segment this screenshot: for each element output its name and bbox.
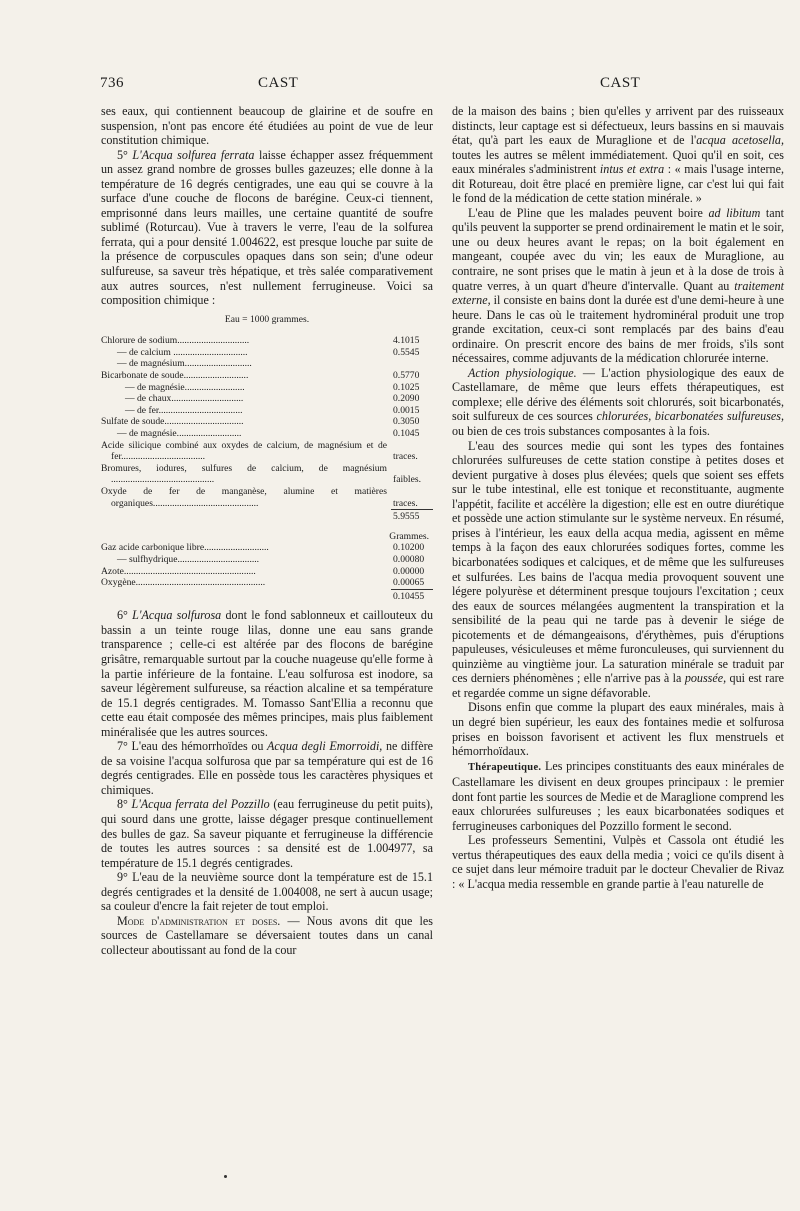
paragraph: Disons enfin que comme la plupart des eaux minérales, mais à un degré bien supérieur, les eaux des fontaines medie et solfurosa prises en boisson favorisent et activent les flux menstruels et hémorrhoïdaux.: [452, 700, 784, 759]
row-label: — de chaux..............................: [125, 393, 244, 405]
row-value: 0.5545: [393, 346, 420, 358]
table-row: [101, 486, 433, 509]
table-row: [101, 554, 433, 566]
row-value: 0.2090: [393, 393, 420, 405]
section-heading: Mode d'administration et doses.: [117, 913, 281, 928]
paragraph: 5° L'Acqua solfurea ferrata laisse échapper assez fréquemment un assez grand nombre de grosses bulles gazeuzes; elle donne à la température de 16 degrés centigrades, une eau qui se couvre à la surface d'une couche de flocons de barégine. Ceux-ci tiennent, emprisonné dans leurs mailles, une certaine quantité de soufre sublimé (Roturcau). Vue à travers le verre, l'eau de la solfurea ferrata, qui a pour densité 1.004622, est presque louche par suite de la présence de corpuscules opaques dans son sein; d'une odeur sulfureuse, sa saveur très hépatique, et très salée comparativement aux autres sources, n'est nullement ferrugineuse. Voici sa composition chimique :: [101, 147, 433, 308]
source-name: L'Acqua solfurosa: [132, 608, 222, 623]
row-label: Bromures, iodures, sulfures de calcium, de magnésium ...........................................: [101, 462, 387, 486]
paragraph: de la maison des bains ; bien qu'elles y arrivent par des ruisseaux distincts, leur captage est si défectueux, leurs bassins en si mauvais état, qu'à part les eaux de Muraglione et de l'acqua acetosella, toutes les autres se mêlent immédiatement. Quoi qu'il en soit, ces eaux minérales s'administrent intus et extra : « mais l'usage interne, dit Rotureau, doit être placé en première ligne, car c'est lui qui fait le fond de la médication de cette station minérale. »: [452, 104, 784, 206]
table-unit: Grammes.: [389, 530, 429, 542]
paragraph: ses eaux, qui contiennent beaucoup de glairine et de soufre en suspension, n'ont pas encore été étudiées au point de vue de leur constitution chimique.: [101, 104, 433, 148]
row-value: 0.3050: [393, 416, 420, 428]
row-label: — de magnésie.........................: [125, 381, 245, 393]
gas-table-total: 0.10455: [101, 589, 433, 603]
row-label: Oxyde de fer de manganèse, alumine et matières organiques............................................: [101, 485, 387, 509]
table-total: 5.9555: [101, 509, 433, 523]
row-label: Sulfate de soude.................................: [101, 416, 244, 428]
running-head-right: CAST: [600, 75, 641, 91]
row-value: traces.: [393, 451, 418, 463]
row-value: 0.1045: [393, 428, 420, 439]
paragraph: Action physiologique. — L'action physiologique des eaux de Castellamare, de même que leurs effets thérapeutiques, est complexe; elle dérive des éléments soit chlorurés, soit bicarbonatés, soit sulfureux de ces sources chlorurées, bicarbonatées sulfureuses, ou bien de ces trois substances composantes à la fois.: [452, 365, 784, 439]
table-body: [101, 335, 433, 509]
ink-dot: [224, 1175, 227, 1178]
section-heading: Action physiologique.: [468, 365, 577, 380]
row-value: 0.00000: [393, 565, 425, 577]
table-row: [101, 440, 433, 463]
row-value: 0.0015: [393, 404, 420, 416]
page-number: 736: [100, 75, 124, 91]
row-label: — de calcium ...............................: [117, 346, 248, 358]
row-label: Acide silicique combiné aux oxydes de calcium, de magnésium et de fer...................................: [101, 439, 387, 463]
table-row: [101, 577, 433, 589]
row-value: 4.1015: [393, 335, 420, 347]
left-column: [101, 104, 433, 957]
row-value: 0.5770: [393, 370, 420, 382]
row-label: Oxygène......................................................: [101, 577, 266, 589]
source-name: Acqua degli Emorroidi,: [267, 739, 383, 754]
section-heading: Thérapeutique.: [468, 761, 542, 773]
paragraph: L'eau de Pline que les malades peuvent boire ad libitum tant qu'ils peuvent la supporter se prend ordinairement le matin et le soir, une ou deux heures avant le repas; on la boit également en mangeant, coupée avec du vin; les eaux de Muraglione, au contraire, ne sont prises que le matin à jeun et à la dose de trois à quatre verres, à un quart d'heure d'intervalle. Quant au traitement externe, il consiste en bains dont la durée est d'une demi-heure à une heure. Dans le cas où le traitement hydrominéral produit une trop grande excitation, ceux-ci sont remplacés par des bains d'eau ordinaire. On prescrit encore des bains de mer froids, s'ils sont nécessaires, comme adjuvants de la médication chlorurée interne.: [452, 205, 785, 366]
paragraph: Thérapeutique. Les principes constituants des eaux minérales de Castellamare les divisent en deux groupes principaux : le premier dont font partie les sources de Medie et de Maraglione comprend les eaux chlorurées sulfureuses ; les eaux bicarbonatées sodiques et ferrugineuses carboniques del Pozzillo forment le second.: [452, 758, 784, 833]
row-value: faibles.: [393, 474, 421, 486]
paragraph: 7° L'eau des hémorrhoïdes ou Acqua degli Emorroidi, ne diffère de sa voisine l'acqua solfurosa que par sa température qui est de 16 degrés centigrades. Elle en possède tous les caractères physiques et chimiques.: [101, 739, 433, 797]
table-row: [101, 428, 433, 440]
row-label: — de magnésie...........................: [117, 428, 242, 439]
composition-table: [101, 314, 433, 603]
right-column: [452, 104, 784, 892]
paragraph: 6° L'Acqua solfurosa dont le fond sablonneux et caillouteux du bassin a un teinte rouge lilas, donne une eau sans grande transparence ; celle-ci est altérée par des flocons de barégine grisâtre, remarquable surtout par la couche nuageuse qu'elle forme à la partie inférieure de la fontaine. L'eau solfurosa est inodore, sa saveur légèrement sulfureuse, sa réaction alcaline et sa température de 15.1 degrés centigrades. M. Tomasso Sant'Ellia a reconnu que cette eau était composée des mêmes principes, mais plus faiblement minéralisée que les autres sources.: [101, 608, 434, 739]
paragraph: L'eau des sources medie qui sont les types des fontaines chlorurées sulfureuses de cette station constipe à petites doses et devient purgative à doses plus élevées; quels que soient ses effets sur le tube intestinal, elle est tonique et reconstituante, augmente l'appétit, facilite et accélère la digestion; elle est en outre diurétique et possède une action stimulante sur le système nerveux. En résumé, prises à l'intérieur, les eaux della acqua media, agissent en même temps à la façon des eaux chlorurées sodiques fortes, comme les bicarbonatées sodiques et calciques, et de même que les sulfureuses et sulfurées. Les bains de l'acqua media provoquent souvent une légere polyurèse et déterminent presque toujours l'excitation ; ceux des eaux de sources mélangées augmentent la transpiration et la sensibilité de la peau qui ne tarde pas à devenir le siége de picotements et de démangeaisons, d'érythèmes, puis d'éruptions papuleuses, vésiculeuses et même furonculeuses, qui surviennent du quinzième au vingtième jour. La saturation minérale se traduit par ces derniers phénomènes ; elle n'arrive pas à la poussée, qui est rare et regardée comme un signe défavorable.: [452, 438, 784, 700]
row-label: Gaz acide carbonique libre...........................: [101, 542, 269, 554]
source-name: L'Acqua ferrata del Pozzillo: [131, 797, 270, 812]
source-name: L'Acqua solfurea ferrata: [132, 147, 255, 162]
paragraph: 8° L'Acqua ferrata del Pozzillo (eau ferrugineuse du petit puits), qui sourd dans une grotte, laisse dégager presque continuellement des bulles de gaz. Sa saveur piquante et ferrugineuse la différencie de toutes les autres sources : sa densité est de 1.004977, sa température de 15.1 degrés centigrades.: [101, 797, 433, 870]
table-row: [101, 335, 433, 347]
table-row: [101, 358, 433, 370]
paragraph: 9° L'eau de la neuvième source dont la température est de 15.1 degrés centigrades et la densité de 1.004008, ne sert à aucun usage; sa couleur d'encre la fait rejeter de tout emploi.: [101, 870, 433, 914]
table-row: [101, 566, 433, 578]
row-value: 0.1025: [393, 381, 420, 393]
row-value: 0.00080: [393, 553, 425, 565]
table-row: [101, 463, 433, 486]
table-row: [101, 542, 433, 554]
table-caption: Eau = 1000 grammes.: [224, 313, 310, 325]
row-value: 0.10200: [393, 542, 425, 554]
gas-table-body: [101, 542, 433, 588]
table-row: [101, 405, 433, 417]
row-label: Chlorure de sodium..............................: [101, 335, 250, 347]
running-head-left: CAST: [258, 75, 299, 91]
row-value: traces.: [393, 497, 418, 509]
table-row: [101, 382, 433, 394]
table-row: [101, 393, 433, 405]
row-label: — sulfhydrique..................................: [117, 553, 260, 565]
row-label: Azote.......................................................: [101, 565, 256, 577]
table-row: [101, 347, 433, 359]
row-label: Bicarbonate de soude...........................: [101, 370, 249, 382]
table-row: [101, 370, 433, 382]
paragraph: Mode d'administration et doses. — Nous avons dit que les sources de Castellamare se déversaient toutes dans un canal collecteur aboutissant au fond de la cour: [101, 913, 433, 957]
row-value: 0.00065: [393, 577, 425, 589]
paragraph: Les professeurs Sementini, Vulpès et Cassola ont étudié les vertus thérapeutiques des eaux della media ; voici ce qu'ils disent à ce sujet dans leur mémoire traduit par le docteur Chevalier de Rivaz : « L'acqua media ressemble en grande partie à l'eau naturelle de: [452, 833, 784, 891]
table-row: [101, 416, 433, 428]
row-label: — de fer...................................: [125, 404, 243, 416]
row-label: — de magnésium............................: [117, 358, 252, 370]
